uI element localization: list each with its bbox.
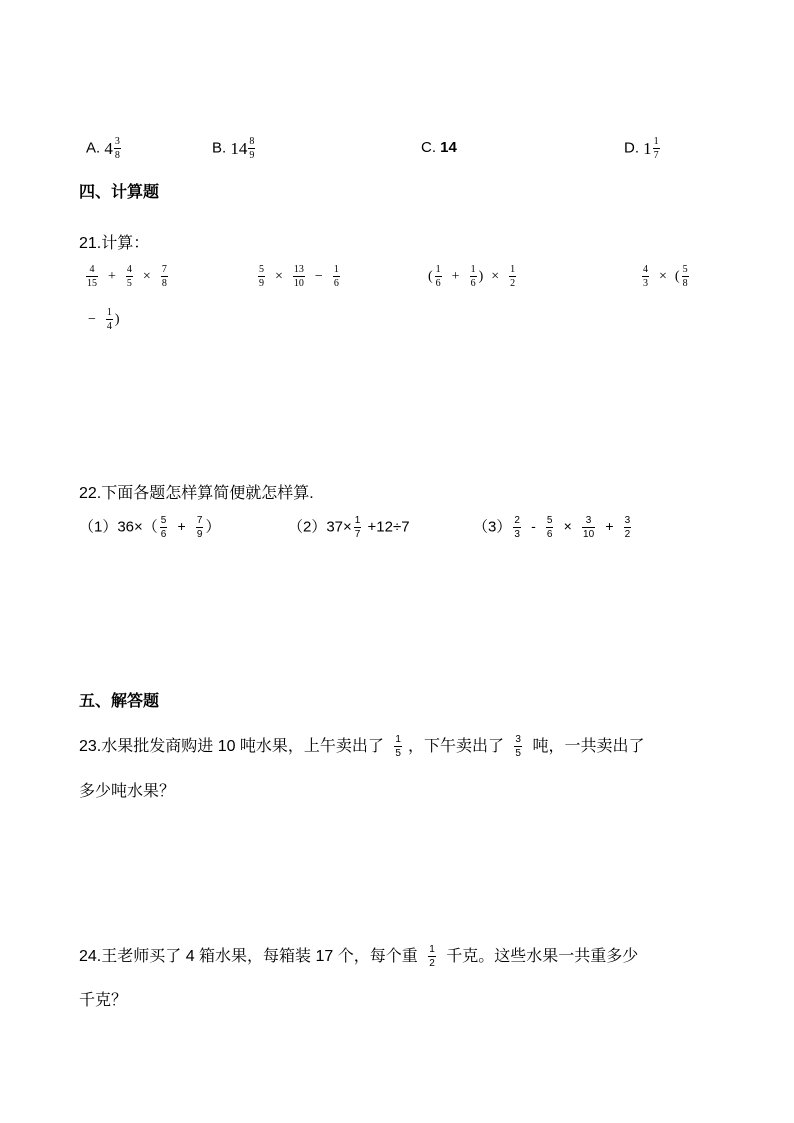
choice-d-value: 1 $\frac{1}{7}$: [643, 136, 659, 161]
section-4-title: 四、计算题: [79, 184, 160, 201]
q22-part-3: （3） $\frac{2}{3}$ - $\frac{5}{6}$ × $\frac{3}{10}$ + $\frac{3}{2}$: [473, 515, 631, 540]
q23-line-2: 多少吨水果？: [79, 783, 176, 800]
q24-line-2: 千克？: [79, 992, 128, 1009]
choice-d: [624, 136, 662, 161]
choice-a-value: 4 $\frac{3}{8}$: [104, 136, 120, 161]
q21-title: 21.计算：: [79, 235, 150, 252]
q22-part-2: （2）37× $\frac{1}{7}$ +12÷7: [288, 515, 410, 540]
choice-c: [421, 139, 457, 156]
choice-c-value: 14: [440, 139, 457, 156]
q24-line-1: 24.王老师买了 4 箱水果，每箱装 17 个，每个重 $\frac{1}{2}$ 千克。这些水果一共重多少: [79, 944, 639, 970]
q21-expr-4: $\frac{4}{3}$ × ( $\frac{5}{8}$: [643, 264, 688, 289]
section-5-title: 五、解答题: [79, 693, 160, 710]
q21-expr-2: $\frac{5}{9}$ × $\frac{13}{10}$ − $\frac{1}{6}$: [259, 264, 339, 289]
choice-a: [86, 136, 123, 161]
q21-expr-3: ( $\frac{1}{6}$ + $\frac{1}{6}$ ) × $\frac{1}{2}$: [428, 264, 516, 289]
choice-b-label: B.: [212, 139, 227, 157]
q21-expr-4-continued: − $\frac{1}{4}$ ): [88, 307, 120, 332]
q21-expr-1: $\frac{4}{15}$ + $\frac{4}{5}$ × $\frac{7}{8}$: [87, 264, 167, 289]
q23-line-1: 23.水果批发商购进 10 吨水果，上午卖出了 $\frac{1}{5}$ ，下午卖出了 $\frac{3}{5}$ 吨，一共卖出了: [79, 734, 645, 760]
choice-c-label: C.: [421, 139, 436, 156]
q22-title: 22.下面各题怎样算简便就怎样算.: [79, 485, 314, 502]
choice-b: [212, 136, 257, 161]
choice-b-value: 14 $\frac{8}{9}$: [230, 136, 255, 161]
choice-a-label: A.: [86, 139, 101, 157]
choice-d-label: D.: [624, 139, 639, 157]
q22-part-1: （1）36×（ $\frac{5}{6}$ + $\frac{7}{9}$ ）: [79, 515, 221, 540]
